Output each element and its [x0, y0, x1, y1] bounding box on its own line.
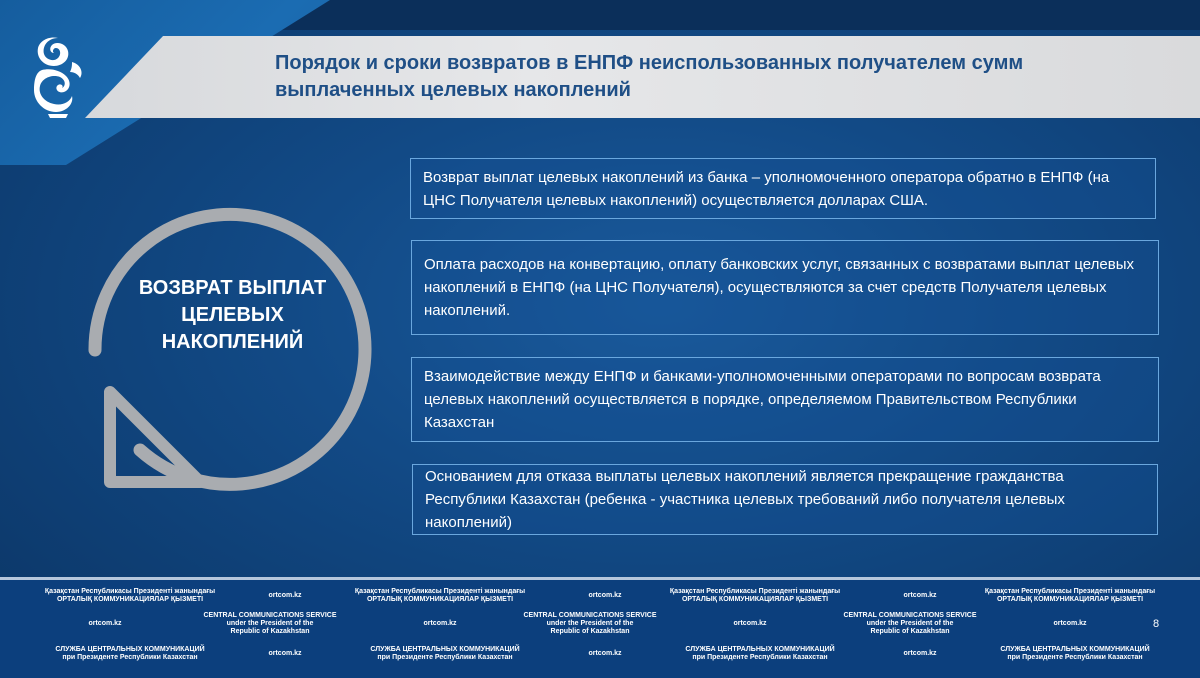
footer-site-2c: ortcom.kz	[733, 620, 767, 627]
footer-kz-1b: Қазақстан Республикасы Президенті жанындағы ОРТАЛЫҚ КОММУНИКАЦИЯЛАР ҚЫЗМЕТІ	[354, 588, 526, 603]
info-text-2: Оплата расходов на конвертацию, оплату банковских услуг, связанных с возвратами выплат целевых накоплений в ЕНПФ (на ЦНС Получателя), осуществляются за счет средств Получателя целевых накоплений.	[424, 256, 1134, 319]
footer-kz-1a: Қазақстан Республикасы Президенті жанындағы ОРТАЛЫҚ КОММУНИКАЦИЯЛАР ҚЫЗМЕТІ	[44, 588, 216, 603]
footer-en-2a: CENTRAL COMMUNICATIONS SERVICE under the President of the Republic of Kazakhstan	[203, 612, 337, 635]
footer-site-2a: ortcom.kz	[88, 620, 122, 627]
footer-ru-3c: СЛУЖБА ЦЕНТРАЛЬНЫХ КОММУНИКАЦИЙ при Президенте Республики Казахстан	[685, 646, 835, 661]
footer-site-2b: ortcom.kz	[423, 620, 457, 627]
footer-kz-1c: Қазақстан Республикасы Президенті жанындағы ОРТАЛЫҚ КОММУНИКАЦИЯЛАР ҚЫЗМЕТІ	[669, 588, 841, 603]
info-text-3: Взаимодействие между ЕНПФ и банками-уполномоченными операторами по вопросам возврата целевых накоплений осуществляется в порядке, определяемом Правительством Республики Казахстан	[424, 368, 1101, 431]
footer-ru-3b: СЛУЖБА ЦЕНТРАЛЬНЫХ КОММУНИКАЦИЙ при Президенте Республики Казахстан	[370, 646, 520, 661]
footer-en-2b: CENTRAL COMMUNICATIONS SERVICE under the President of the Republic of Kazakhstan	[523, 612, 657, 635]
footer-site-3a: ortcom.kz	[268, 650, 302, 657]
footer-site-1c: ortcom.kz	[903, 592, 937, 599]
footer-en-2c: CENTRAL COMMUNICATIONS SERVICE under the President of the Republic of Kazakhstan	[843, 612, 977, 635]
footer-ru-3d: СЛУЖБА ЦЕНТРАЛЬНЫХ КОММУНИКАЦИЙ при Президенте Республики Казахстан	[1000, 646, 1150, 661]
footer-ru-3a: СЛУЖБА ЦЕНТРАЛЬНЫХ КОММУНИКАЦИЙ при Президенте Республики Казахстан	[55, 646, 205, 661]
page-number: 8	[1153, 618, 1160, 630]
info-box-3	[411, 357, 1159, 442]
footer-site-2d: ortcom.kz	[1053, 620, 1087, 627]
footer-site-1a: ortcom.kz	[268, 592, 302, 599]
footer-kz-1d: Қазақстан Республикасы Президенті жанындағы ОРТАЛЫҚ КОММУНИКАЦИЯЛАР ҚЫЗМЕТІ	[984, 588, 1156, 603]
info-box-1	[410, 158, 1156, 219]
info-box-4	[412, 464, 1158, 535]
footer-site-1b: ortcom.kz	[588, 592, 622, 599]
footer-site-3b: ortcom.kz	[588, 650, 622, 657]
page-title: Порядок и сроки возвратов в ЕНПФ неиспользованных получателем сумм выплаченных целевых накоплений	[275, 52, 1024, 101]
footer	[0, 577, 1200, 678]
snow-leopard-logo-icon	[28, 34, 88, 120]
info-text-1: Возврат выплат целевых накоплений из банка – уполномоченного оператора обратно в ЕНПФ (на ЦНС Получателя целевых накоплений) осуществляется долларах США.	[423, 168, 1110, 209]
info-text-4: Основанием для отказа выплаты целевых накоплений является прекращение гражданства Республики Казахстан (ребенка - участника целевых требований либо получателя целевых накоплений)	[425, 468, 1065, 531]
info-box-2	[411, 240, 1159, 335]
diagram-label: ВОЗВРАТ ВЫПЛАТ ЦЕЛЕВЫХ НАКОПЛЕНИЙ	[138, 277, 327, 353]
footer-site-3c: ortcom.kz	[903, 650, 937, 657]
